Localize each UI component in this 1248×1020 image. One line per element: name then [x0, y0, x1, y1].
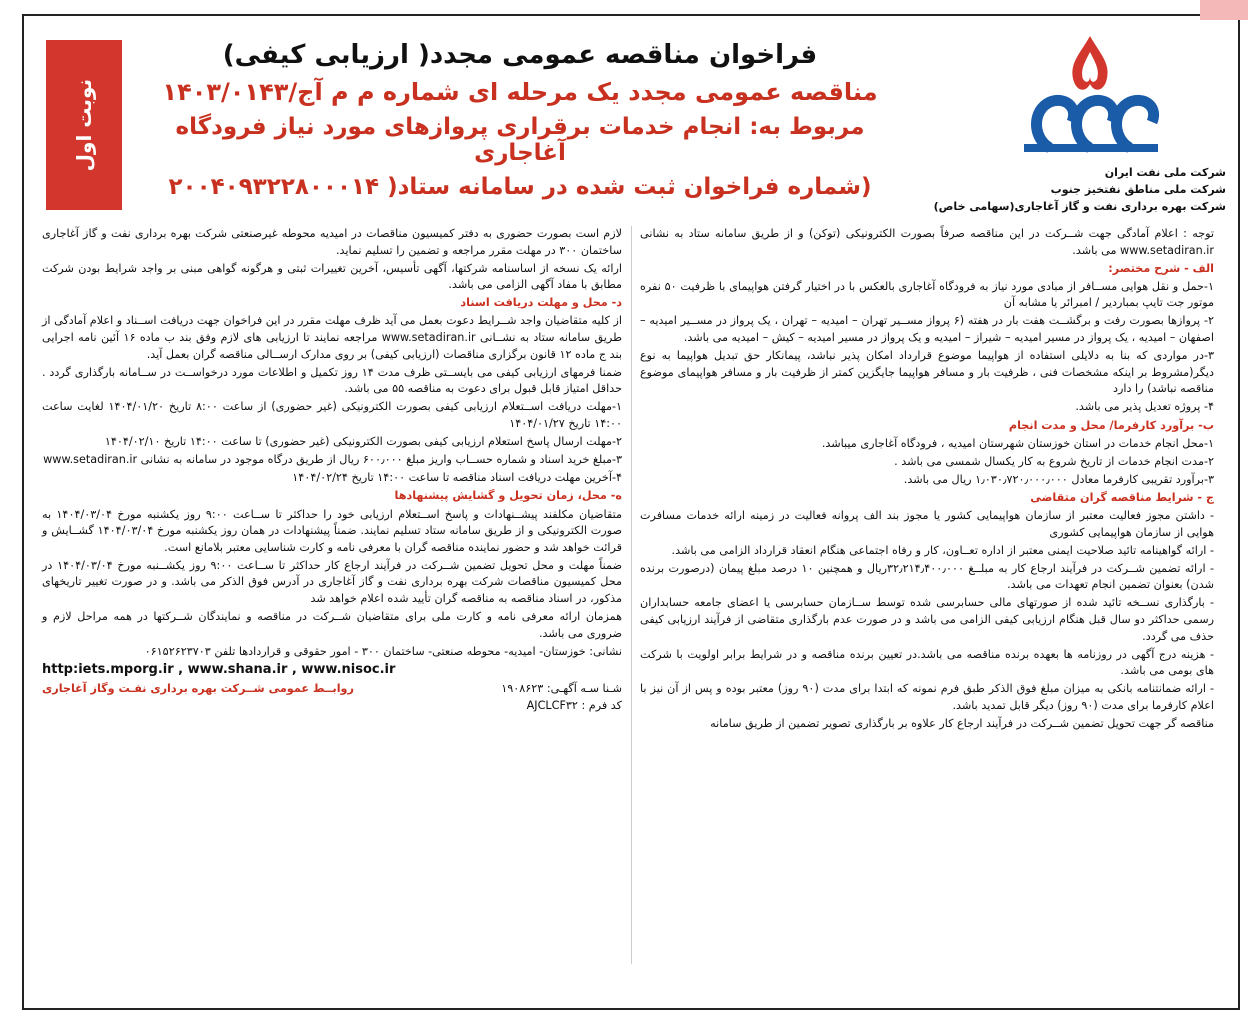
jim-item-6: - ارائه ضمانتنامه بانکی به میزان مبلغ فوق الذکر طبق فرم نمونه که ابتدا برای مدت (۹۰ روز) معتبر بوده و پس از آن نیز با اعلام کارفرما برای مدت (۹۰ روز) دیگر قابل تمدید باشد. — [640, 682, 1214, 713]
company-names — [930, 164, 1226, 215]
company-line-1: شرکت ملی نفت ایران — [1104, 166, 1226, 179]
alef-item-3: ۳-در مواردی که بنا به دلایلی استفاده از هواپیما موضوع قرارداد امکان پذیر نباشد، پیمانکار حق تبدیل هواپیما به نوع دیگر(مشروط بر اینکه مشخصات فنی ، ظرفیت بار و مسافر هواپیما جایگزین کمتر از ظرفیت بار و مسافر هواپیمای موضوع مناقصه نباشد) را دارد — [640, 349, 1214, 396]
be-item-3: ۳-برآورد تقریبی کارفرما معادل ۱٫۰۳۰٫۷۲۰٫۰۰۰٫۰۰۰ ریال می باشد. — [903, 472, 1214, 486]
corner-mark — [1200, 0, 1248, 20]
left-paragraph-2: ارائه یک نسخه از اساسنامه شرکتها، آگهی تأسیس، آخرین تغییرات ثبتی و هرگونه گواهی مبنی بر واجد شرایط بودن شرکت مطابق با مفاد آگهی الزامی می باشد. — [42, 261, 622, 292]
left-paragraph-1: لازم است بصورت حضوری به دفتر کمیسیون مناقصات در امیدیه محوطه غیرصنعتی شرکت بهره برداری نفت و گاز آغاجاری ساختمان ۳۰۰ در مهلت مقرر مراجعه و تضمین را تسلیم نماید. — [42, 227, 622, 257]
dal-item-1: از کلیه متقاضیان واجد شــرایط دعوت بعمل می آید ظرف مهلت مقرر در این فراخوان جهت دریافت اســناد و اعلام آمادگی از طریق سامانه ستاد به نشــانی www.setadiran.ir مراجعه نمایند تا ارزیابی های لازم وفق بند ب ماده ۱۶ آئین نامه اجرایی بند ج ماده ۱۲ قانون برگزاری مناقصات (ارزیابی کیفی) بر روی مدارک ارســالی مناقصه گران بعمل آید. — [42, 314, 622, 361]
dal-item-2: ضمنا فرمهای ارزیابی کیفی می بایســتی ظرف مدت ۱۴ روز تکمیل و اطلاعات مورد درخواســت در ســامانه بارگذاری گردد . حداقل امتیاز قابل قبول برای دعوت به مناقصه ۵۵ می باشد. — [42, 365, 622, 396]
ad-id: شـنا سـه آگهـی: ۱۹۰۸۶۲۳ — [501, 681, 622, 695]
jim-item-7: مناقصه گر جهت تحویل تضمین شــرکت در فرآیند ارجاع کار علاوه بر بارگذاری تصویر تضمین از طریق سامانه — [710, 717, 1214, 731]
page-title: فراخوان مناقصه عمومی مجدد( ارزیابی کیفی) — [222, 40, 818, 70]
column-divider — [631, 226, 632, 964]
address: نشانی: خوزستان- امیدیه- محوطه صنعتی- ساختمان ۳۰۰ - امور حقوقی و قراردادها تلفن ۰۶۱۵۲۶۲۳۷۰۳ — [144, 644, 622, 658]
jim-item-1: - داشتن مجوز فعالیت معتبر از سازمان هواپیمایی کشور یا مجوز بند الف پروانه فعالیت در زمینه ارائه خدمات مسافرت هوایی از سازمان هواپیمایی کشوری — [640, 509, 1214, 539]
header-titles — [130, 34, 910, 200]
he-item-3: همزمان ارائه معرفی نامه و کارت ملی برای متقاضیان شــرکت در مناقصه و نمایندگان شــرکتها در همه مراحل لازم و ضروری می باشد. — [42, 610, 622, 640]
be-item-1: ۱-محل انجام خدمات در استان خوزستان شهرستان امیدیه ، فرودگاه آغاجاری میباشد. — [821, 436, 1214, 450]
left-column — [42, 226, 622, 716]
jim-item-2: - ارائه گواهینامه تائید صلاحیت ایمنی معتبر از اداره تعــاون، کار و رفاه اجتماعی هنگام انعقاد قرارداد الزامی می باشد. — [671, 543, 1214, 557]
nioc-logo-icon — [1010, 30, 1170, 160]
notice-badge — [46, 40, 122, 210]
notice-badge-text: نوبت اول — [72, 78, 96, 172]
section-be-heading: ب- برآورد کارفرما/ محل و مدت انجام — [1008, 418, 1214, 432]
dal-item-6: ۴-آخرین مهلت دریافت اسناد مناقصه تا ساعت ۱۴:۰۰ تاریخ ۱۴۰۴/۰۲/۲۴ — [292, 471, 622, 485]
alef-item-2: ۲- پروازها بصورت رفت و برگشــت هفت بار در هفته (۶ پرواز مســیر تهران – امیدیه – تهران ، یک پرواز در مســیر امیدیه – اصفهان – امیدیه ، یک پرواز در مسیر امیدیه – شیراز – امیدیه و یک پرواز در مسیر امیدیه – کیش – امیدیه می باشد. — [640, 314, 1214, 345]
footer-row — [42, 681, 622, 698]
tender-number: مناقصه عمومی مجدد یک مرحله ای شماره م م آج/۱۴۰۳/۰۱۴۳ — [162, 78, 878, 106]
setad-number: (شماره فراخوان ثبت شده در سامانه ستاد( ۲۰۰۴۰۹۳۲۲۸۰۰۰۱۴ — [168, 174, 872, 200]
section-alef-heading: الف - شرح مختصر: — [1108, 261, 1214, 275]
section-dal-heading: د- محل و مهلت دریافت اسناد — [460, 296, 622, 310]
website-links[interactable]: http:iets.mporg.ir , www.shana.ir , www.nisoc.ir — [42, 662, 396, 678]
be-item-2: ۲-مدت انجام خدمات از تاریخ شروع به کار یکسال شمسی می باشد . — [894, 454, 1214, 468]
jim-item-5: - هزینه درج آگهی در روزنامه ها بعهده برنده مناقصه می باشد.در تعیین برنده مناقصه و در شرایط برابر اولویت با شرکت های بومی می باشد. — [640, 647, 1214, 678]
section-jim-heading: ج - شرایط مناقصه گران متقاضی — [1030, 490, 1214, 504]
public-relations: روابــط عمومی شــرکت بهره برداری نفـت وگاز آغاجاری — [42, 681, 354, 695]
company-line-3: شرکت بهره برداری نفت و گاز آغاجاری(سهامی خاص) — [933, 200, 1226, 213]
note-paragraph: توجه : اعلام آمادگی جهت شــرکت در این مناقصه صرفاً بصورت الکترونیکی (توکن) و از طریق سامانه ستاد به نشانی www.setadiran.ir می باشد. — [640, 227, 1214, 257]
dal-item-3: ۱-مهلت دریافت اســتعلام ارزیابی کیفی بصورت الکترونیکی (غیر حضوری) از ساعت ۸:۰۰ تاریخ ۱۴۰۴/۰۱/۲۰ لغایت ساعت ۱۴:۰۰ تاریخ ۱۴۰۴/۰۱/۲۷ — [42, 400, 623, 431]
dal-item-4: ۲-مهلت ارسال پاسخ استعلام ارزیابی کیفی بصورت الکترونیکی (غیر حضوری) تا ساعت ۱۴:۰۰ تاریخ ۱۴۰۴/۰۲/۱۰ — [104, 435, 622, 449]
jim-item-4: - بارگذاری نســخه تائید شده از صورتهای مالی حسابرسی شده توسط ســازمان حسابرسی یا اعضای جامعه حسابداران رسمی حداکثر دو سال قبل هنگام ارزیابی کیفی الزامی می باشد و در صورت عدم بارگذاری متقاضی از فرآیند ارزیابی کیفی حذف می گردد. — [640, 596, 1214, 643]
section-he-heading: ه- محل، زمان تحویل و گشایش پیشنهادها — [394, 489, 622, 503]
right-column — [640, 226, 1214, 734]
alef-item-4: ۴- پروژه تعدیل پذیر می باشد. — [1075, 400, 1214, 414]
form-code: کد فرم : AJCLCF۳۲ — [526, 698, 622, 712]
dal-item-5: ۳-مبلغ خرید اسناد و شماره حســاب واریز مبلغ ۶۰۰٫۰۰۰ ریال از طریق درگاه موجود در سامانه به نشانی www.setadiran.ir — [43, 453, 622, 467]
tender-subject: مربوط به: انجام خدمات برقراری پروازهای مورد نیاز فرودگاه آغاجاری — [175, 114, 865, 166]
company-line-2: شرکت ملی مناطق نفتخیز جنوب — [1050, 183, 1226, 196]
alef-item-1: ۱-حمل و نقل هوایی مســافر از مبادی مورد نیاز به فرودگاه آغاجاری بالعکس با در اختیار گرفتن هواپیمای با ظرفیت ۵۰ نفره موتور جت تایپ بمباردیر / امبرائر یا مشابه آن — [640, 279, 1214, 310]
he-item-2: ضمناً مهلت و محل تحویل تضمین شــرکت در فرآیند ارجاع کار حداکثر تا ســاعت ۹:۰۰ روز یکشــنبه مورخ ۱۴۰۴/۰۳/۰۴ در محل کمیسیون مناقصات شرکت بهره برداری نفت و گاز آغاجاری در آدرس فوق الذکر می باشد. و در صورت تغییر تاریخهای مذکور، در اسناد مناقصه به مناقصه گران تأیید شده اعلام خواهد شد — [42, 558, 622, 605]
jim-item-3: - ارائه تضمین شــرکت در فرآیند ارجاع کار به مبلــغ ۳۲٫۲۱۴٫۴۰۰٫۰۰۰ریال و همچنین ۱۰ درصد مبلغ پیمان (درصورت برنده شدن) بعنوان تضمین انجام تعهدات می باشد. — [640, 561, 1214, 592]
he-item-1: متقاضیان مکلفند پیشــنهادات و پاسخ اســتعلام ارزیابی خود را حداکثر تا ســاعت ۹:۰۰ روز یکشنبه مورخ ۱۴۰۴/۰۳/۰۴ به صورت الکترونیکی و از طریق سامانه ستاد تسلیم نمایند. ضمناً پیشنهادات در همان روز یکشنبه مورخ ۱۴۰۴/۰۳/۰۴ گشــایش و قرائت خواهد شد و حضور نماینده مناقصه گران با معرفی نامه و کارت شناسایی معتبر بلامانع است. — [42, 507, 622, 554]
